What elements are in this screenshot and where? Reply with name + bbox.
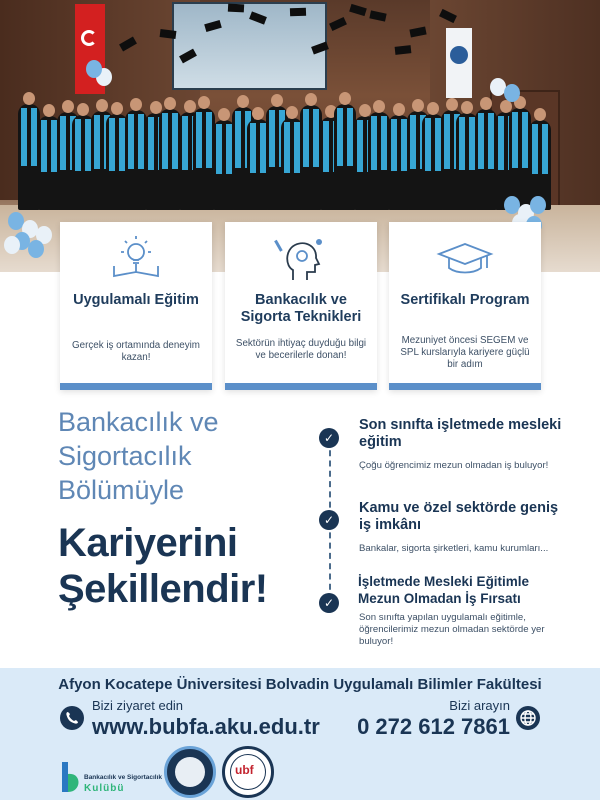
feature-card-banking-techniques <box>225 222 377 390</box>
website-link[interactable]: www.bubfa.aku.edu.tr <box>92 714 320 739</box>
phone-number[interactable]: 0 272 612 7861 <box>357 714 510 739</box>
benefit-description: Son sınıfta yapılan uygulamalı eğitimle, öğrencilerimiz mezun olmadan sektörde yer buluyor! <box>359 612 545 647</box>
club-subtitle: Kulübü <box>84 783 125 794</box>
check-icon: ✓ <box>319 593 339 613</box>
thrown-cap <box>329 17 347 31</box>
headline-line: Sigortacılık <box>58 441 192 471</box>
club-title: Bankacılık ve Sigortacılık <box>84 774 163 781</box>
card-accent-bar <box>60 383 212 390</box>
feature-card-certified-program <box>389 222 541 390</box>
headline-bold-line: Şekillendir! <box>58 567 268 611</box>
faculty-name: Afyon Kocatepe Üniversitesi Bolvadin Uygulamalı Bilimler Fakültesi <box>58 676 542 693</box>
headline-line: Bölümüyle <box>58 475 185 505</box>
faculty-logo: ubf <box>222 746 274 798</box>
graduation-cap-icon <box>435 236 495 280</box>
call-label: Bizi arayın <box>449 698 510 713</box>
thrown-cap <box>369 10 386 21</box>
benefit-title: Kamu ve özel sektörde geniş iş imkânı <box>359 500 559 533</box>
headline-line: Bankacılık ve <box>58 407 219 437</box>
head-gears-icon <box>271 236 331 280</box>
thrown-cap <box>290 8 306 17</box>
balloon <box>504 84 520 102</box>
balloon <box>86 60 102 78</box>
balloon <box>4 236 20 254</box>
card-title: Bankacılık ve Sigorta Teknikleri <box>240 292 362 325</box>
headline-bold-line: Kariyerini <box>58 521 238 565</box>
card-accent-bar <box>389 383 541 390</box>
card-description: Sektörün ihtiyaç duyduğu bilgi ve becerilerle donan! <box>235 338 367 361</box>
card-accent-bar <box>225 383 377 390</box>
card-description: Mezuniyet öncesi SEGEM ve SPL kurslarıyla kariyere güçlü bir adım <box>400 335 530 370</box>
thrown-cap <box>409 27 426 38</box>
card-description: Gerçek iş ortamında deneyim kazan! <box>72 340 200 363</box>
benefit-description: Bankalar, sigorta şirketleri, kamu kurumları... <box>359 543 549 554</box>
phone-icon <box>60 706 84 730</box>
feature-card-applied-education <box>60 222 212 390</box>
check-icon: ✓ <box>319 510 339 530</box>
globe-icon <box>516 706 540 730</box>
card-title: Uygulamalı Eğitim <box>73 292 199 308</box>
thrown-cap <box>395 45 412 55</box>
visit-label: Bizi ziyaret edin <box>92 698 184 713</box>
university-seal-logo <box>164 746 216 798</box>
lightbulb-book-icon <box>106 236 166 280</box>
graduates-crowd <box>14 70 544 220</box>
balloon <box>530 196 546 214</box>
thrown-cap <box>349 4 367 16</box>
check-icon: ✓ <box>319 428 339 448</box>
benefit-description: Çoğu öğrencimiz mezun olmadan iş buluyor! <box>359 460 549 471</box>
thrown-cap <box>228 4 244 13</box>
card-title: Sertifikalı Program <box>400 292 530 308</box>
balloon <box>28 240 44 258</box>
benefit-title: Son sınıfta işletmede mesleki eğitim <box>359 417 562 450</box>
banking-club-logo <box>60 760 163 796</box>
benefit-title: İşletmede Mesleki Eğitimle Mezun Olmadan İş Fırsatı <box>358 574 530 606</box>
